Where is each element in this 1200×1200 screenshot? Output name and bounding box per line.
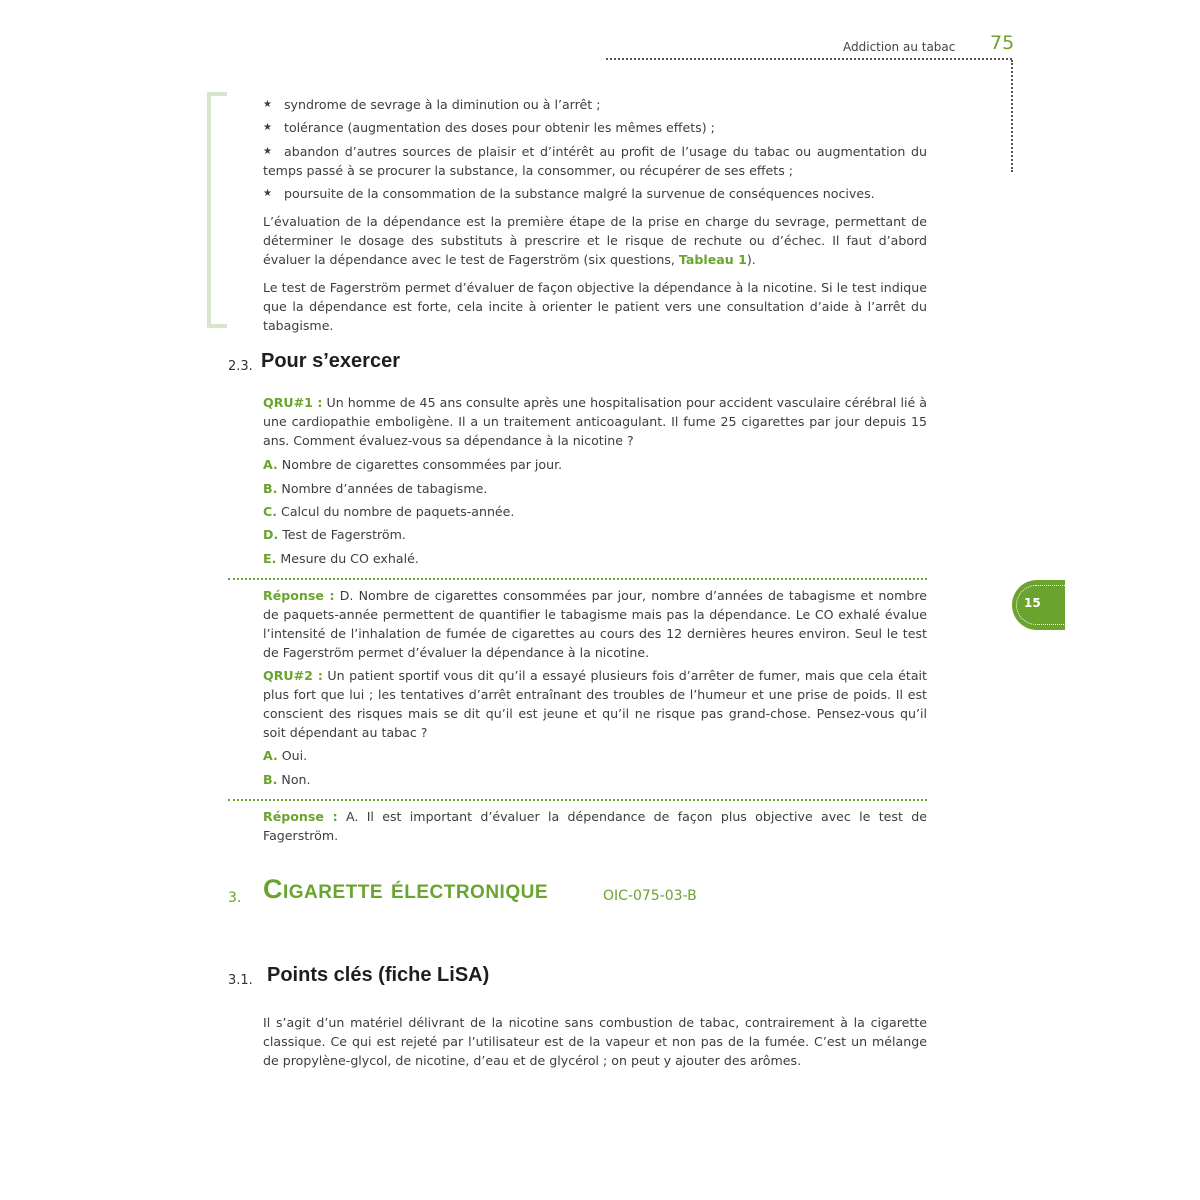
answer-divider — [228, 799, 927, 801]
question-label: QRU#2 : — [263, 668, 323, 683]
bullet-text: tolérance (augmentation des doses pour obtenir les mêmes effets) ; — [284, 120, 715, 135]
page-number: 75 — [990, 32, 1015, 54]
option-text: Nombre de cigarettes consommées par jour. — [277, 457, 563, 472]
bullet-item — [263, 184, 927, 203]
header-dotted-rule — [606, 58, 1012, 60]
section-number: 2.3. — [228, 359, 253, 374]
answer-option — [263, 549, 927, 568]
answer-divider — [228, 578, 927, 580]
table-reference-link[interactable]: Tableau 1 — [678, 252, 747, 267]
option-letter: B. — [263, 481, 278, 496]
chapter-section-title: Cigarette électronique — [263, 874, 549, 904]
chapter-section-number: 3. — [228, 890, 242, 906]
paragraph-text: L’évaluation de la dépendance est la première étape de la prise en charge du sevrage, permettant de déterminer le dosage des substituts à prescrire et le risque de rechute ou d’échec. Il faut d’abord évaluer la dépendance avec le test de Fagerström (six questions, — [263, 214, 927, 267]
question-1 — [263, 393, 927, 450]
answer-text: D. Nombre de cigarettes consommées par jour, nombre d’années de tabagisme et nombre de paquets-année permettent de quantifier le tabagisme mais pas la dépendance. Le CO exhalé évalue l’intensité de l’inhalation de fumée de cigarettes au cours des 12 dernières heures environ. Seul le test de Fagerström permet d’évaluer la dépendance à la nicotine. — [263, 588, 927, 660]
star-bullet-icon: ★ — [263, 99, 272, 110]
answer-option — [263, 455, 927, 474]
option-letter: B. — [263, 772, 278, 787]
chapter-tab — [1012, 580, 1065, 630]
option-letter: E. — [263, 551, 277, 566]
option-text: Test de Fagerström. — [278, 527, 406, 542]
chapter-tab-number: 15 — [1024, 596, 1041, 610]
section-title: Pour s’exercer — [261, 350, 400, 372]
section-number: 3.1. — [228, 973, 253, 988]
paragraph-fagerstrom: Le test de Fagerström permet d’évaluer de façon objective la dépendance à la nicotine. Si le test indique que la dépendance est forte, cela incite à orienter le patient vers une consultation d’aide à l’arrêt du tabagisme. — [263, 280, 927, 333]
option-text: Nombre d’années de tabagisme. — [277, 481, 488, 496]
bullet-item — [263, 95, 927, 114]
chapter-section-code: OIC-075-03-B — [603, 888, 697, 904]
question-2 — [263, 666, 927, 742]
answer-option — [263, 479, 927, 498]
option-letter: A. — [263, 457, 278, 472]
answer-option — [263, 746, 927, 765]
star-bullet-icon: ★ — [263, 122, 272, 133]
paragraph-evaluation — [263, 212, 927, 269]
star-bullet-icon: ★ — [263, 188, 272, 199]
option-text: Mesure du CO exhalé. — [276, 551, 419, 566]
option-letter: D. — [263, 527, 279, 542]
question-text: Un homme de 45 ans consulte après une hospitalisation pour accident vasculaire cérébral lié à une cardiopathie emboligène. Il a un traitement anticoagulant. Il fume 25 cigarettes par jour depuis 15 ans. Comment évaluez-vous sa dépendance à la nicotine ? — [263, 395, 927, 448]
quote-bracket — [207, 92, 227, 328]
answer-1 — [263, 586, 927, 662]
answer-label: Réponse : — [263, 588, 335, 603]
header-dotted-vertical-rule — [1011, 60, 1013, 172]
question-label: QRU#1 : — [263, 395, 323, 410]
bullet-item — [263, 142, 927, 180]
option-text: Non. — [277, 772, 311, 787]
bullet-text: syndrome de sevrage à la diminution ou à l’arrêt ; — [284, 97, 601, 112]
bullet-item — [263, 118, 927, 137]
answer-option — [263, 770, 927, 789]
answer-2 — [263, 807, 927, 845]
option-letter: A. — [263, 748, 278, 763]
paragraph-e-cigarette: Il s’agit d’un matériel délivrant de la nicotine sans combustion de tabac, contrairement à la cigarette classique. Ce qui est rejeté par l’utilisateur est de la vapeur et non pas de la fumée. C’est un mélange de propylène-glycol, de nicotine, d’eau et de glycérol ; on peut y ajouter des arômes. — [263, 1015, 927, 1068]
answer-text: A. Il est important d’évaluer la dépendance de façon plus objective avec le test de Fagerström. — [263, 809, 927, 843]
option-text: Calcul du nombre de paquets-année. — [277, 504, 515, 519]
question-text: Un patient sportif vous dit qu’il a essayé plusieurs fois d’arrêter de fumer, mais que cela était plus fort que lui ; les tentatives d’arrêt entraînant des troubles de l’humeur et une prise de poids. Il est conscient des risques mais se dit qu’il est jeune et qu’il ne risque pas grand-chose. Pensez-vous qu’il soit dépendant au tabac ? — [263, 668, 927, 740]
bullet-text: poursuite de la consommation de la substance malgré la survenue de conséquences nocives. — [284, 186, 875, 201]
answer-option — [263, 525, 927, 544]
section-title: Points clés (fiche LiSA) — [267, 964, 490, 986]
running-header-title: Addiction au tabac — [843, 40, 956, 54]
bullet-text: abandon d’autres sources de plaisir et d’intérêt au profit de l’usage du tabac ou augmentation du temps passé à se procurer la substance, la consommer, ou récupérer de ses effets ; — [263, 144, 927, 178]
answer-option — [263, 502, 927, 521]
option-text: Oui. — [277, 748, 308, 763]
star-bullet-icon: ★ — [263, 146, 272, 157]
paragraph-end: ). — [746, 252, 756, 267]
answer-label: Réponse : — [263, 809, 338, 824]
option-letter: C. — [263, 504, 278, 519]
